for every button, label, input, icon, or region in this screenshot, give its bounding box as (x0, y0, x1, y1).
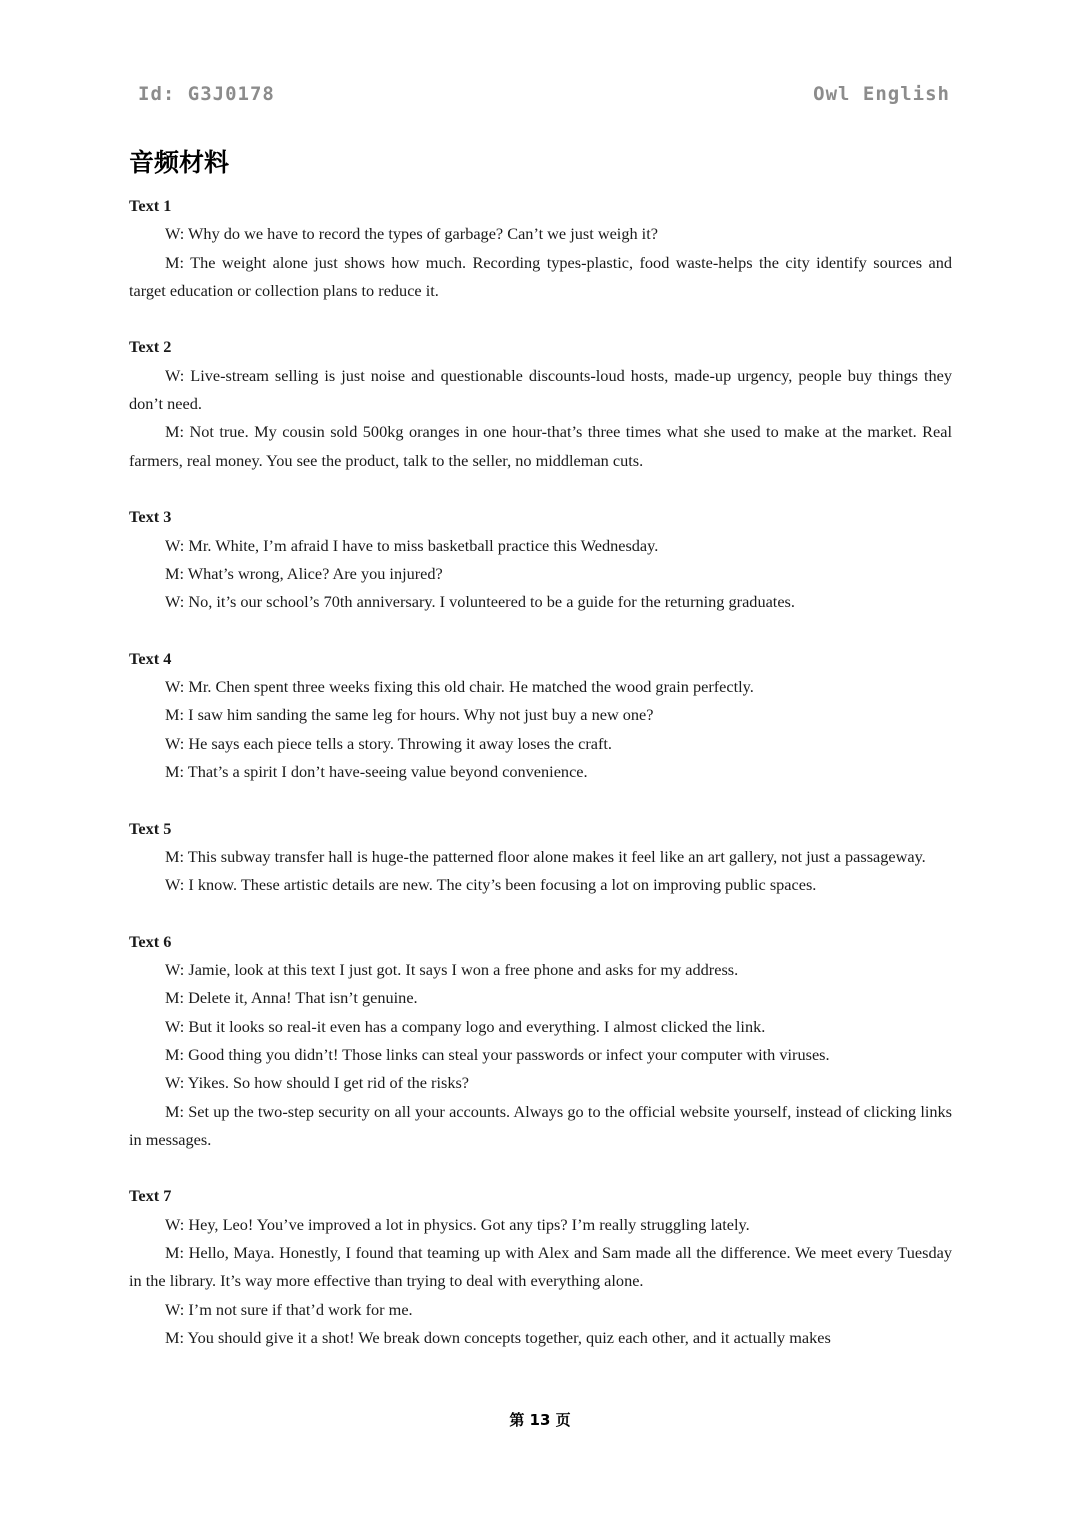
page-title: 音频材料 (129, 148, 230, 177)
transcript-section-text-3 (129, 503, 952, 616)
dialogue-line: M: Good thing you didn’t! Those links can steal your passwords or infect your computer with viruses. (165, 1044, 830, 1064)
transcript-section-text-4 (129, 645, 952, 786)
dialogue-line: M: Not true. My cousin sold 500kg oranges in one hour-that’s three times what she used to make at the market. Real farmers, real money. You see the product, talk to the seller, no middleman cuts. (129, 422, 952, 470)
section-heading: Text 6 (129, 931, 172, 951)
dialogue-line: W: Mr. Chen spent three weeks fixing this old chair. He matched the wood grain perfectly. (165, 677, 754, 697)
dialogue-line: W: No, it’s our school’s 70th anniversary. I volunteered to be a guide for the returning graduates. (165, 592, 795, 612)
dialogue-line: M: I saw him sanding the same leg for hours. Why not just buy a new one? (165, 705, 654, 725)
dialogue-line: W: I know. These artistic details are new. The city’s been focusing a lot on improving public spaces. (165, 875, 817, 895)
dialogue-line: M: The weight alone just shows how much. Recording types-plastic, food waste-helps the city identify sources and target education or collection plans to reduce it. (129, 252, 952, 300)
dialogue-line: M: Set up the two-step security on all your accounts. Always go to the official website yourself, instead of clicking links in messages. (129, 1101, 952, 1149)
transcript-section-text-1 (129, 192, 952, 305)
brand-label: Owl English (813, 83, 950, 105)
dialogue-line: M: This subway transfer hall is huge-the patterned floor alone makes it feel like an art gallery, not just a passageway. (165, 846, 926, 866)
section-heading: Text 3 (129, 507, 172, 527)
section-heading: Text 1 (129, 196, 172, 215)
dialogue-line: W: Why do we have to record the types of garbage? Can’t we just weigh it? (165, 224, 658, 244)
dialogue-line: W: But it looks so real-it even has a company logo and everything. I almost clicked the link. (165, 1016, 766, 1036)
dialogue-line: W: I’m not sure if that’d work for me. (165, 1299, 413, 1319)
transcript-content (129, 192, 952, 1380)
transcript-section-text-5 (129, 815, 952, 900)
dialogue-line: M: Hello, Maya. Honestly, I found that teaming up with Alex and Sam made all the difference. We meet every Tuesday in the library. It’s way more effective than trying to deal with everything alone. (129, 1242, 952, 1291)
dialogue-line: W: Live-stream selling is just noise and questionable discounts-loud hosts, made-up urgency, people buy things they don’t need. (129, 365, 952, 414)
dialogue-line: M: You should give it a shot! We break down concepts together, quiz each other, and it actually makes (165, 1327, 831, 1347)
transcript-section-text-7 (129, 1182, 952, 1352)
dialogue-line: W: Jamie, look at this text I just got. It says I won a free phone and asks for my address. (165, 960, 739, 980)
document-id-label: Id: G3J0178 (138, 83, 275, 105)
page-number: 第 13 页 (509, 1411, 571, 1429)
section-heading: Text 4 (129, 648, 172, 668)
transcript-section-text-6 (129, 928, 952, 1154)
dialogue-line: W: Mr. White, I’m afraid I have to miss basketball practice this Wednesday. (165, 535, 659, 555)
section-heading: Text 2 (129, 337, 172, 357)
transcript-section-text-2 (129, 333, 952, 474)
section-heading: Text 5 (129, 818, 172, 838)
section-heading: Text 7 (129, 1186, 172, 1206)
dialogue-line: M: That’s a spirit I don’t have-seeing value beyond convenience. (165, 761, 588, 781)
dialogue-line: M: Delete it, Anna! That isn’t genuine. (165, 988, 418, 1008)
dialogue-line: M: What’s wrong, Alice? Are you injured? (165, 563, 443, 583)
dialogue-line: W: Hey, Leo! You’ve improved a lot in physics. Got any tips? I’m really struggling lately. (165, 1214, 750, 1234)
dialogue-line: W: Yikes. So how should I get rid of the risks? (165, 1073, 470, 1093)
dialogue-line: W: He says each piece tells a story. Throwing it away loses the craft. (165, 733, 612, 753)
